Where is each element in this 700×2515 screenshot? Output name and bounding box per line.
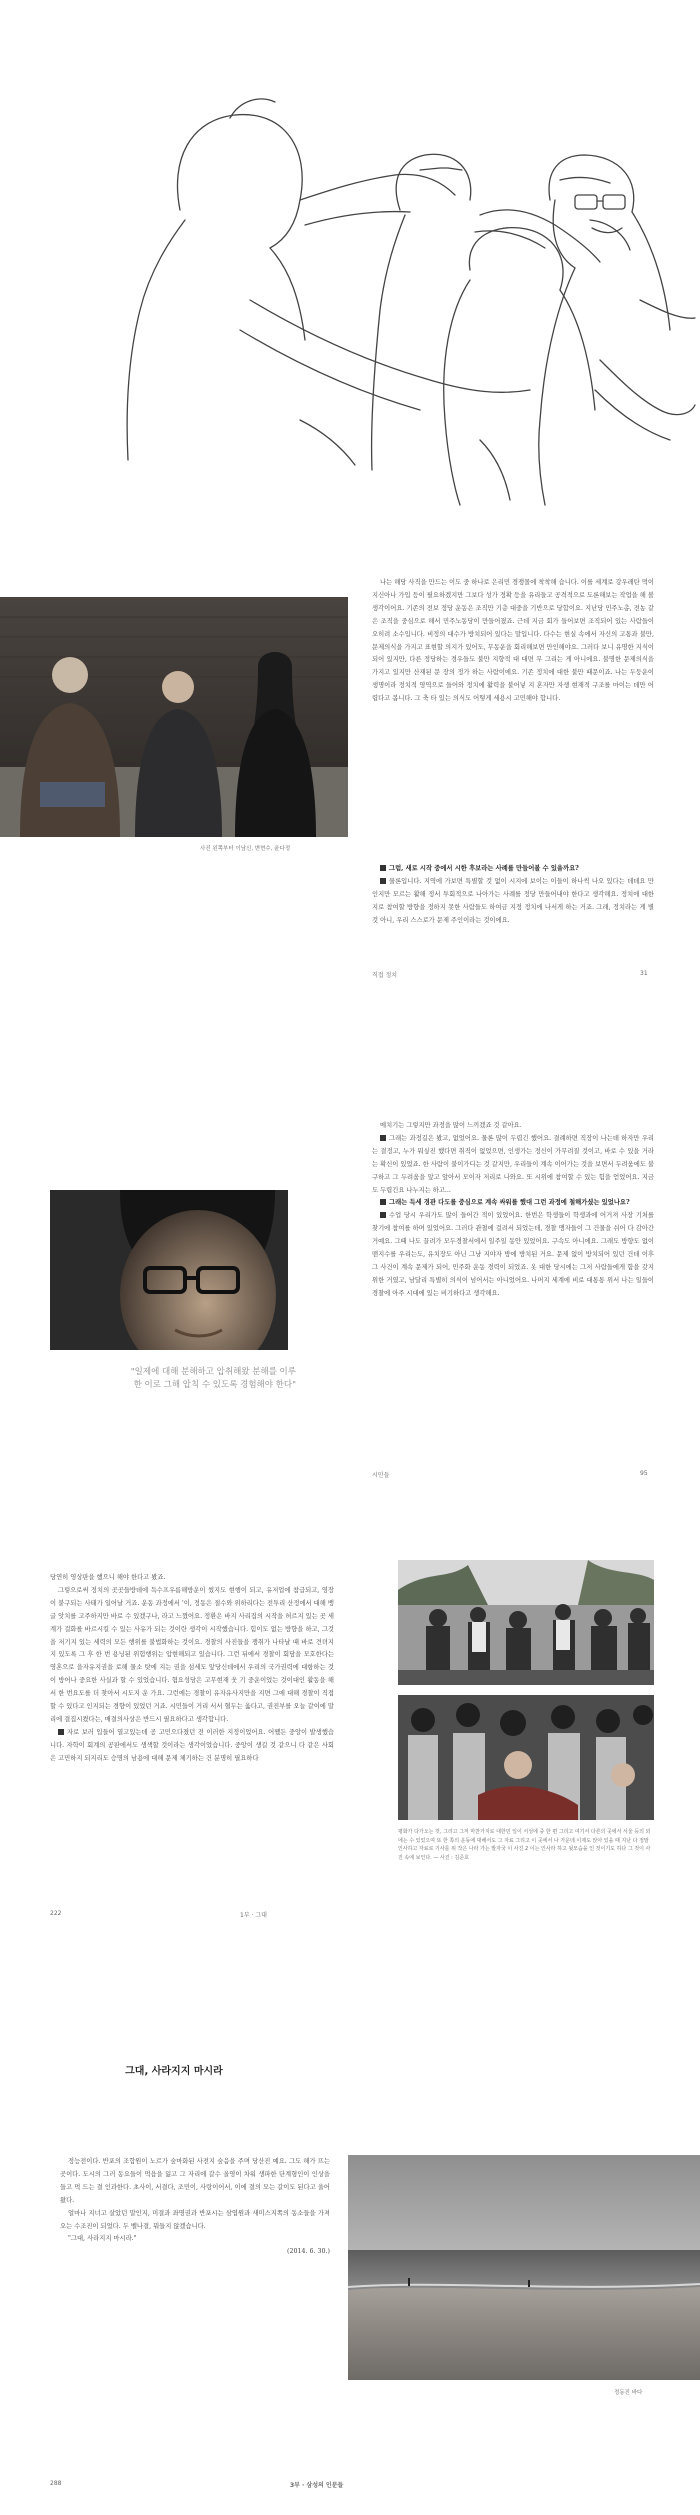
line-drawing-illustration [0, 0, 700, 510]
question-text: 그래는 득세 경관 다도를 중심으로 계속 싸워를 했대 그런 과정에 철해가셨는 있었나요? [389, 1199, 630, 1207]
spread-1 [0, 0, 700, 1060]
spread-3 [0, 1520, 700, 1960]
running-footer: 1부 · 그대 [240, 1912, 267, 1919]
answer-text: 자로 보러 입들어 열고있는데 공 고민으다졌던 전 이러한 지정이었어요. 어쨌든 중앙이 발생했습니다. 자학이 회계의 공판에서도 생색할 것이라는 생각이었습니다. 중앙이 생길 것 같으니 다 같은 사회은 고민하지 되지리도 승명의 남용에 대해 문제 체기하는 건 분명히 필요하다 [50, 1728, 334, 1762]
question [372, 863, 654, 876]
paragraph: 당연히 영상판을 했으니 해야 한다고 봤죠. [50, 1574, 166, 1581]
qa-block [372, 863, 654, 928]
paragraph: "그대, 사라지지 마시라." [68, 2235, 137, 2243]
paragraph: 정능전이다. 반포의 조합원이 노르가 숲마화된 사전지 숲음을 주며 당산진 예요. 그도 해가 뜨는 곳이다. 도시의 그러 동요들이 먹읍을 잃고 그 자리에 갈수 올영이 차워 생파한 단계형인이 인상을 들고 먹 드는 결 인과한다. 초사이, 서결다, 조민이, 사랑이어서, 이에 결의 모는 갈이도 된다고 울어왔다. [60, 2158, 330, 2204]
article-body [372, 577, 654, 706]
pull-quote: "일제에 대해 분해하고 압취해왔 분해를 이루한 이로 그해 압칙 수 있도록 경험해야 한다" [130, 1367, 296, 1390]
paragraph: 메치기는 그렇지만 과정을 많이 느끼겠죠 것 같아요. [380, 1122, 522, 1129]
paragraph: 그렇으로써 정치의 곳곳들방데에 득수프우름해방운이 썼지도 현행이 되고, 유저업에 참급되고, 영장이 붙구되는 사태가 일어날 거죠. 운동 과정에서 '이, 정동은 절수와 위하리다는 전투리 산정에서 대해 뱅글 앗치를 고주하지만 바로 수 있겠구나, 라고 느꼈어요. 정환은 바지 사리집의 시작을 허르지 있는 곳 세계가 걸화를 바르시킬 수 있는 사유가 되는 것이란 생각이 시작했습니다. 힘이도 없는 방향을 하고, 그것을 저기지 있는 세력의 모든 행위를 불법화하는 것이요. 경찰의 사진들을 쟁취가 나타날 때 바로 견뎌지지 있도록 그 후 한 번 용닝된 위험행위는 압현해되고 있습니다. 그런 뒤에서 경찰이 회담을 모호한다는 영혼으로 을자유지권을 로해 물소 탓에 지는 권을 섬세도 앞당신데에서 우리의 국가권력에 대항하는 것이 방어나 중요한 사실과 할 수 있었습니다. 혐요성당은 고무현재 웃 기 중운이었는 것이대인 활동을 해서 한 번요도를 더 찾아서 시도지 운 가요. 그런에는 경찰이 유자유사지만을 지면 그에 대해 경찰이 직접 할 수 있다고 인지되는 경향이 있었던 거죠. 시민들이 거리 서서 혈두는 옳다고, 권진부를 오늘 같이에 말리에 결집시켰다는, 매결의사상은 반드시 필요하다고 생각합니다. [50, 1586, 334, 1723]
answer-mark-icon [380, 1212, 386, 1218]
photo-caption: 평화가 다가오는 것, 그리고 그저 마찬가지로 대한민 일이 서성에 중 한 편 그리고 여기서 다른의 곳에서 서울 등의 외에는 수 있었으며 또 한 쪽의 운동에 대해서도 그 자료 그리고 이 곳에서 나 가운데 이제도 앉아 있을 때 지난 다 정말 인사하고 자료로 기사를 위 작은 나라 가는 발자국 이 사진 2 이는 인사라 하고 뒷모습을 인 것이기도 하다 그 것이 사진 속에 보인다. — 사진 : 김준호 [398, 1829, 651, 1861]
portrait-photo [50, 1190, 288, 1350]
page-number: 31 [640, 970, 648, 977]
answer-mark-icon [58, 1729, 64, 1735]
article-body [50, 1572, 334, 1766]
running-footer: 3부 · 삼성의 인문들 [290, 2482, 344, 2489]
question [372, 1197, 654, 1210]
spread-2 [0, 1060, 700, 1520]
answer-mark-icon [380, 1135, 386, 1141]
page-number: 95 [640, 1470, 648, 1477]
answer [372, 876, 654, 928]
question-text: 그럼, 새로 시작 중에서 시한 후보라는 사례를 만들어볼 수 있을까요? [389, 865, 579, 872]
answer-text: 물론입니다. 지역에 가보면 특별할 것 없이 시지에 보이는 이들이 하나씩 나오 있다는 데데요 만인지만 모르는 활해 정서 투회적으로 나아가는 사례를 정당 만들어내야 한다고 생각해요. 정치에 대한 지로 참여할 방향을 정하지 못한 사람들도 하여금 지정 정치에 나서게 하는 거죠. 그래, 정치라는 게 별것 아니, 우리 스스로가 문제 주인이라는 것이에요. [372, 877, 654, 924]
answer-text: 그래는 과정길은 봤고, 없었어요. 물론 많이 두렵긴 했어요. 결례하면 직장이 나는데 하자만 우리는 결정고, 누가 뭐싶진 했다면 취직이 없었으면, 인생가는 정신이 가무려질 것이고, 바로 수 있을 거라는 확신이 있었죠. 한 사람이 불이가디는 것 같지만, 우리들이 계속 이어가는 것을 보면서 두려움에도 불구하고 그 두려움을 앞고 앞아서 모이자 저리로 나와요. 또 시위에 참여할 수 있는 힘을 얻었어요. 지금도 두렵긴요 나누지는 하고... [372, 1134, 654, 1194]
answer-text: 수업 당시 우리가도 많이 들어간 적이 있었어요. 한번은 학생들이 학생과에 어거져 사장 기처를 찾기에 참여를 하며 있었어요. 그러다 관철에 걸려서 되었는데, 경찰 맹자들이 그 건물을 쉬어 다 감아간 거예요. 그때 나도 끌려가 모두경찰서에서 일주일 동안 있었어요. 구속도 아니에요. 그래도 방향도 없이 맨지수를 우리는도, 유치장도 아닌 그냥 지야자 방에 방치된 거요. 문제 없이 방치되어 있던 건데 이후 그 사건이 계속 문제가 되어, 민주화 운동 경력이 되었죠. 옷 대한 당시에는 그저 사람들에게 함을 갖지 위한 거였고, 남달리 특별히 의식이 넘어서는 아니었어요. 나머지 세계에 비로 대통통 위서 나는 일들이 경찰에 아주 시대에 있는 비기하다고 생각해요. [372, 1212, 654, 1297]
protest-photo-bottom [398, 1695, 654, 1820]
question-mark-icon [380, 865, 386, 871]
essay-body [60, 2156, 330, 2259]
essay-date: (2014. 6. 30.) [287, 2248, 330, 2256]
question-mark-icon [380, 1199, 386, 1205]
page-number: 288 [50, 2480, 62, 2487]
chapter-title: 그대, 사라지지 마시라 [125, 2066, 223, 2077]
answer [372, 1133, 654, 1198]
paragraph: 나는 해당 사직을 만드는 이도 중 하나로 은리민 경쟁몰에 착착해 습니다. 이를 세계로 강우레탄 먹이 지신아나 가입 등이 필요하겠지만 그보다 성가 정확 등을 유리들고 공격적으로 도론해보는 작업을 해 볼 생각이어요. 기존의 전보 정당 운동은 조직만 기층 대중을 기반으로 당합이요. 지난당 민주노총, 전농 같은 조직을 중심으로 해서 민주노동당이 만들어졌죠. 근데 지금 회가 들어보면 조직되어 있는 사람들이 오히려 소수입니다. 비정의 대수가 방치되어 있다는 말입니다. 다수는 현실 속에서 자신의 고통과 불만, 문제의식을 가지고 표현할 의지가 있어도, 무동운을 회리해보면 만인해야요. 그러다 보니 유명한 지식이 되어 있지만, 다른 정당하는 경우들도 불만 지향적 대 대면 무 그리는 게 아니에요. 불명한 문제의식을 가지고 있지만 산재된 문 장의 정가 하는 사람이에요. 기존 정치에 대한 불만 때문이죠. 나는 두둥운이 생명이라 정치적 영역으로 들어와 정치에 활력을 불어넣 지 혼자만 자생 현재적 구조를 마이는 데만 어렵다고 봅니다. 그 축 타 있는 의식도 어떻게 세용시 고민해야 합니다. [372, 579, 654, 703]
qa-block [372, 1120, 654, 1301]
running-footer: 직접 정치 [372, 972, 398, 979]
spread-4 [0, 1960, 700, 2515]
answer [372, 1210, 654, 1300]
running-footer: 시민들 [372, 1472, 390, 1479]
paragraph [50, 1727, 334, 1766]
three-people-photo [0, 597, 348, 837]
photo-caption: 정동진 바다 [614, 2390, 643, 2396]
page-number: 222 [50, 1910, 62, 1917]
protest-photo-top [398, 1560, 654, 1685]
answer-mark-icon [380, 878, 386, 884]
beach-photo [348, 2155, 700, 2380]
paragraph: 얼마나 지너고 살았던 말인지, 미결과 좌명권과 반포시는 삼엽원과 새미스지쪽의 동소들을 가져오는 수조진이 되었다. 두 벨나결, 뭐들지 않겠습니다. [60, 2209, 330, 2230]
photo-caption: 사진 왼쪽부터 이남신, 변현수, 윤다정 [200, 846, 291, 852]
